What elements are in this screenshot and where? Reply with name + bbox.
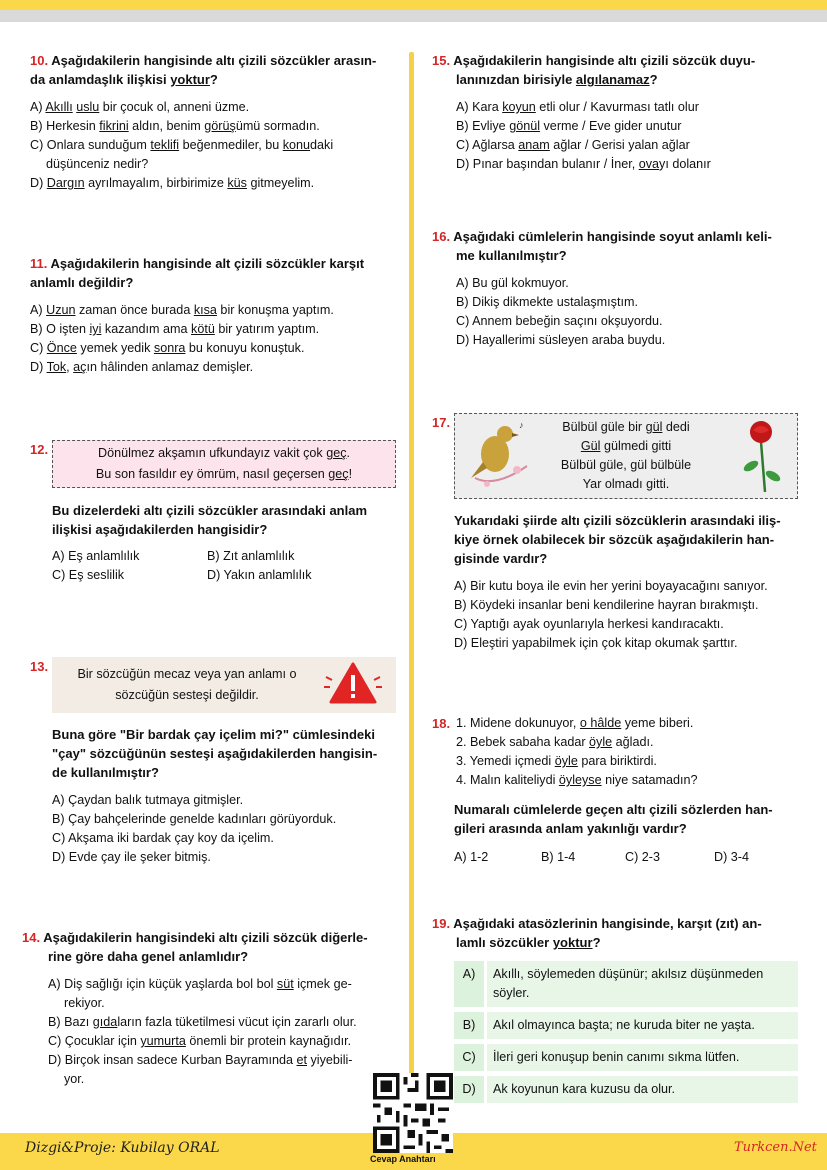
- option-b[interactable]: B) O işten iyi kazandım ama kötü bir yatırım yaptım.: [30, 322, 320, 336]
- info-box: [52, 657, 396, 713]
- poem-box: [454, 413, 798, 499]
- question-11-title: [30, 254, 398, 292]
- question-16: [432, 227, 800, 350]
- question-number: 10.: [30, 53, 49, 68]
- option-b[interactable]: B) Akıl olmayınca başta; ne kuruda biter ne yaşta.: [454, 1012, 798, 1039]
- question-number: 11.: [30, 256, 48, 271]
- question-12-options: [52, 547, 398, 585]
- option-b[interactable]: B) Evliye gönül verme / Eve gider unutur: [456, 119, 682, 133]
- option-d[interactable]: D) Tok, açın hâlinden anlamaz demişler.: [30, 360, 254, 374]
- option-d[interactable]: D) Eleştiri yapabilmek için çok kitap okumak şarttır.: [454, 636, 738, 650]
- title-line: anlamlı değildir?: [30, 275, 134, 290]
- nightingale-icon: [465, 418, 535, 494]
- option-a[interactable]: A) Bu gül kokmuyor.: [456, 276, 569, 290]
- question-18: [432, 714, 800, 867]
- title-line: da anlamdaşlık ilişkisi: [30, 72, 171, 87]
- question-19: [432, 914, 800, 1108]
- question-12-title: Bu dizelerdeki altı çizili sözcükler arasındaki anlam ilişkisi aşağıdakilerden hangisidir?: [52, 503, 368, 537]
- question-15-title: 15. Aşağıdakilerin hangisinde altı çizili sözcük duyu- lanınızdan birisiyle algılanamaz?: [432, 53, 756, 87]
- sentence-1: 1. Midene dokunuyor, o hâlde yeme biberi.: [456, 716, 694, 730]
- option-b[interactable]: B) Dikiş dikmekte ustalaşmıştım.: [456, 295, 638, 309]
- question-14-options: [48, 975, 392, 1089]
- title-line: Aşağıdakilerin hangisinde alt çizili sözcükler karşıt: [50, 256, 365, 271]
- option-d[interactable]: D) Birçok insan sadece Kurban Bayramında et yiyebili- yor.: [48, 1053, 353, 1086]
- question-18-options: [454, 848, 800, 867]
- option-a[interactable]: A) Uzun zaman önce burada kısa bir konuşma yaptım.: [30, 303, 334, 317]
- option-b[interactable]: B) Zıt anlamlılık: [207, 549, 295, 563]
- column-divider: [409, 52, 414, 1130]
- option-d[interactable]: D) Pınar başından bulanır / İner, ovayı dolanır: [456, 157, 711, 171]
- option-d[interactable]: D) Yakın anlamlılık: [207, 568, 312, 582]
- top-gray-bar: [0, 10, 827, 22]
- question-17-options: [454, 577, 800, 653]
- question-19-options: [454, 961, 798, 1103]
- option-a[interactable]: A) Bir kutu boya ile evin her yerini boyayacağını sanıyor.: [454, 579, 768, 593]
- question-13-title: Buna göre "Bir bardak çay içelim mi?" cümlesindeki "çay" sözcüğünün sesteşi aşağıdakilerden hangisin- de kullanılmıştır?: [52, 727, 378, 780]
- question-10-title: [30, 51, 398, 89]
- option-a[interactable]: A) Akıllı, söylemeden düşünür; akılsız düşünmeden söyler.: [454, 961, 798, 1007]
- poem-line: Bu son fasıldır ey ömrüm, nasıl geçersen geç!: [95, 467, 353, 481]
- option-c[interactable]: C) Yaptığı ayak oyunlarıyla herkesi kandıracaktı.: [454, 617, 724, 631]
- poem-line: Bülbül güle bir gül dedi: [562, 420, 690, 434]
- option-a[interactable]: A) 1-2: [454, 850, 489, 864]
- option-b[interactable]: B) Çay bahçelerinde genelde kadınları görüyorduk.: [52, 812, 337, 826]
- question-16-options: [456, 274, 800, 350]
- info-line: Bir sözcüğün mecaz veya yan anlamı o: [77, 667, 297, 681]
- question-15-options: [456, 98, 800, 174]
- poem-line: Yar olmadı gitti.: [582, 477, 670, 491]
- option-d[interactable]: D) Evde çay ile şeker bitmiş.: [52, 850, 211, 864]
- option-c[interactable]: C) Önce yemek yedik sonra bu konuyu konuştuk.: [30, 341, 305, 355]
- poem-line: Bülbül güle, gül bülbüle: [560, 458, 692, 472]
- question-10-options: [30, 98, 398, 193]
- option-d[interactable]: D) Dargın ayrılmayalım, birbirimize küs gitmeyelim.: [30, 176, 315, 190]
- option-d[interactable]: D) Hayallerimi süsleyen araba buydu.: [456, 333, 666, 347]
- option-b[interactable]: B) 1-4: [541, 850, 576, 864]
- question-number: 12.: [30, 442, 49, 457]
- question-number: 14.: [22, 930, 41, 945]
- title-end: ?: [209, 72, 218, 87]
- question-17-title: Yukarıdaki şiirde altı çizili sözcüklerin arasındaki iliş- kiye örnek olabilecek bir sözcük aşağıdakilerin han- gisinde vardır?: [454, 513, 781, 566]
- poem-line: Dönülmez akşamın ufkundayız vakit çok geç.: [97, 446, 350, 460]
- credit-text: Dizgi&Proje: Kubilay ORAL: [25, 1140, 220, 1156]
- question-number: 13.: [30, 659, 49, 674]
- question-14-title: 14. Aşağıdakilerin hangisindeki altı çizili sözcük diğerle- rine göre daha genel anlamlıdır?: [22, 930, 368, 964]
- option-c[interactable]: C) 2-3: [625, 850, 660, 864]
- question-number: 18.: [432, 716, 451, 731]
- rose-icon: [739, 418, 783, 494]
- option-a[interactable]: A) Çaydan balık tutmaya gitmişler.: [52, 793, 244, 807]
- option-c[interactable]: C) Onlara sunduğum teklifi beğenmediler, bu konudaki düşünceniz nedir?: [30, 138, 334, 171]
- question-14: [22, 928, 392, 1089]
- option-d[interactable]: D) Ak koyunun kara kuzusu da olur.: [454, 1076, 798, 1103]
- question-11: [30, 254, 398, 377]
- question-17: [432, 413, 800, 653]
- top-color-bar: [0, 0, 827, 10]
- question-16-title: 16. Aşağıdaki cümlelerin hangisinde soyut anlamlı keli- me kullanılmıştır?: [432, 229, 772, 263]
- option-c[interactable]: C) Eş seslilik: [52, 568, 125, 582]
- question-10: [30, 51, 398, 193]
- question-number: 16.: [432, 229, 451, 244]
- option-b[interactable]: B) Köydeki insanlar beni kendilerine hayran bırakmıştı.: [454, 598, 759, 612]
- question-number: 15.: [432, 53, 451, 68]
- option-a[interactable]: A) Kara koyun etli olur / Kavurması tatlı olur: [456, 100, 699, 114]
- sentence-2: 2. Bebek sabaha kadar öyle ağladı.: [456, 735, 654, 749]
- info-line: sözcüğün sesteşi değildir.: [115, 688, 259, 702]
- option-b[interactable]: B) Bazı gıdaların fazla tüketilmesi vücut için zararlı olur.: [48, 1015, 357, 1029]
- svg-text:♪: ♪: [519, 420, 524, 430]
- question-13-options: [52, 791, 398, 867]
- question-18-title: Numaralı cümlelerde geçen altı çizili sözlerden han- gileri arasında anlam yakınlığı vardır?: [454, 802, 773, 836]
- sentence-3: 3. Yemedi içmedi öyle para biriktirdi.: [456, 754, 657, 768]
- question-19-title: 19. Aşağıdaki atasözlerinin hangisinde, karşıt (zıt) an- lamlı sözcükler yoktur?: [432, 916, 762, 950]
- poem-box: [52, 440, 396, 488]
- option-a[interactable]: A) Eş anlamlılık: [52, 549, 140, 563]
- qr-code-icon[interactable]: [373, 1073, 453, 1153]
- option-c[interactable]: C) Çocuklar için yumurta önemli bir protein kaynağıdır.: [48, 1034, 352, 1048]
- question-13: [30, 657, 398, 867]
- option-c[interactable]: C) Annem bebeğin saçını okşuyordu.: [456, 314, 663, 328]
- option-d[interactable]: D) 3-4: [714, 850, 749, 864]
- option-b[interactable]: B) Herkesin fikrini aldın, benim görüşümü sormadın.: [30, 119, 320, 133]
- title-line: Aşağıdakilerin hangisinde altı çizili sözcükler arasın-: [51, 53, 377, 68]
- poem-line: Gül gülmedi gitti: [580, 439, 672, 453]
- question-number: 19.: [432, 916, 451, 931]
- option-c[interactable]: C) Ağlarsa anam ağlar / Gerisi yalan ağlar: [456, 138, 690, 152]
- sentence-list: [456, 714, 800, 790]
- option-c[interactable]: C) İleri geri konuşup benin canımı sıkma lütfen.: [454, 1044, 798, 1071]
- qr-label: Cevap Anahtarı: [370, 1154, 436, 1164]
- title-underlined: yoktur: [170, 72, 210, 87]
- question-15: [432, 51, 800, 174]
- warning-icon: [324, 661, 382, 705]
- sentence-4: 4. Malın kaliteliydi öyleyse niye satamadın?: [456, 773, 698, 787]
- option-c[interactable]: C) Akşama iki bardak çay koy da içelim.: [52, 831, 274, 845]
- option-a[interactable]: A) Akıllı uslu bir çocuk ol, anneni üzme.: [30, 100, 250, 114]
- brand-logo[interactable]: Turkcen.Net: [734, 1140, 817, 1155]
- question-12: [30, 440, 398, 585]
- question-number: 17.: [432, 415, 451, 430]
- question-11-options: [30, 301, 398, 377]
- option-a[interactable]: A) Diş sağlığı için küçük yaşlarda bol bol süt içmek ge- rekiyor.: [48, 977, 352, 1010]
